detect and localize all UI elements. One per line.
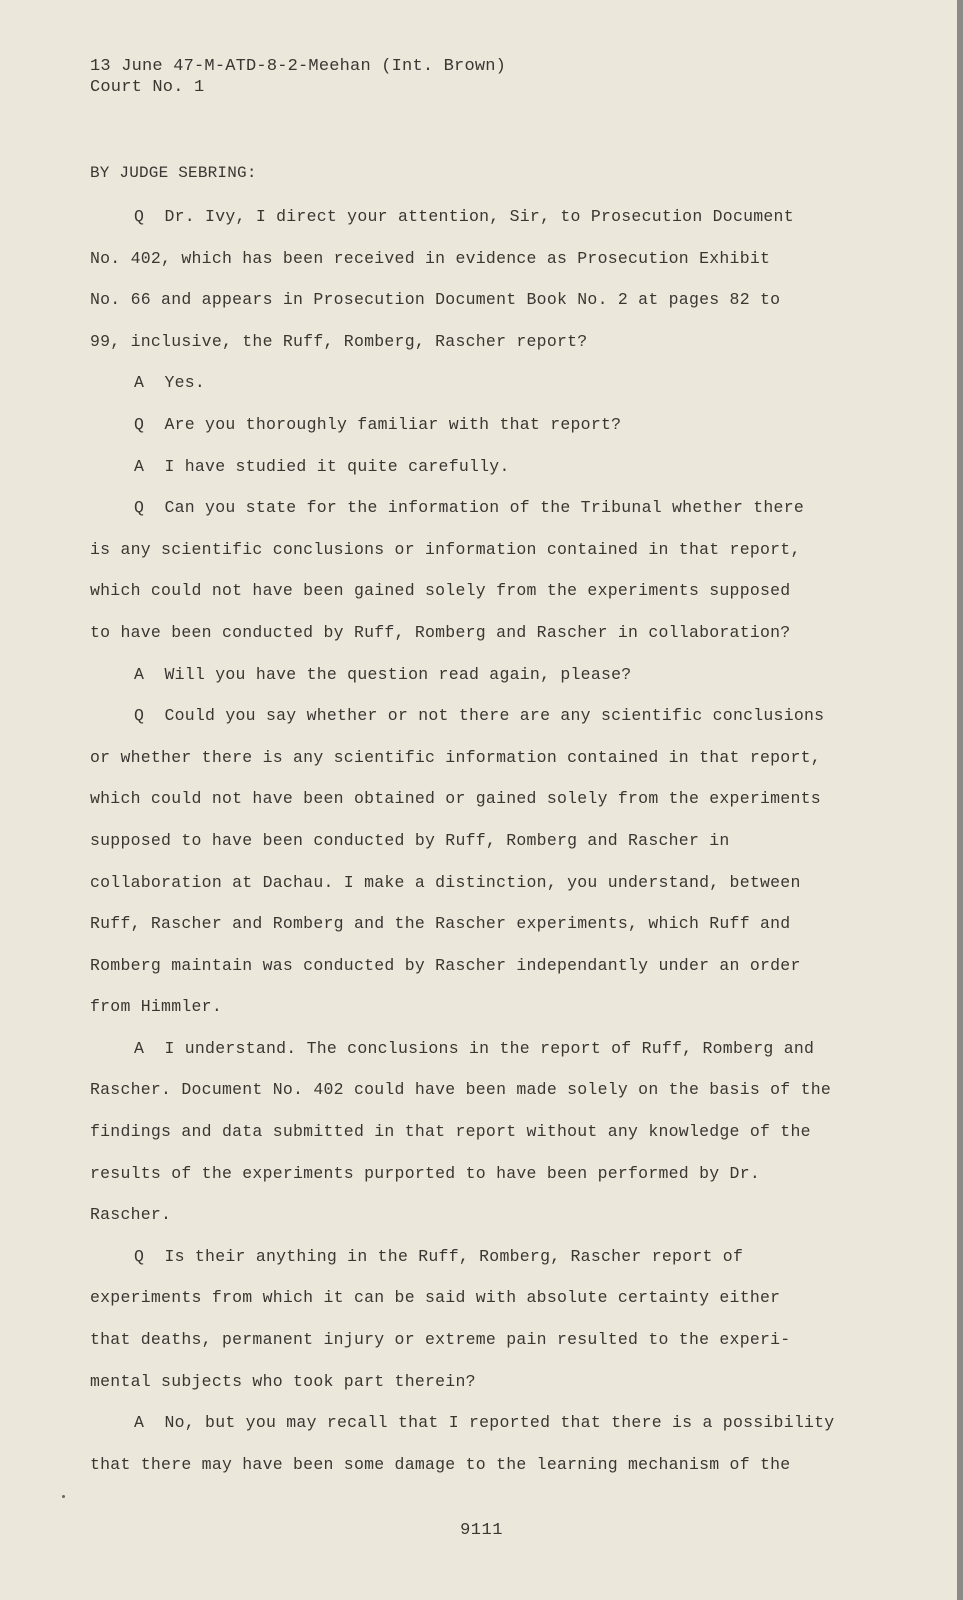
- transcript-line: Ruff, Rascher and Romberg and the Rascher experiments, which Ruff and: [90, 914, 791, 934]
- transcript-body: [90, 196, 850, 1485]
- transcript-line: or whether there is any scientific information contained in that report,: [90, 747, 821, 767]
- transcript-line: Romberg maintain was conducted by Rascher independantly under an order: [90, 955, 801, 975]
- paper-speck: [62, 1495, 65, 1498]
- page-edge-shadow: [957, 0, 963, 1600]
- transcript-line: is any scientific conclusions or information contained in that report,: [90, 539, 801, 559]
- transcript-line: from Himmler.: [90, 997, 222, 1017]
- transcript-paragraph: [90, 196, 850, 362]
- transcript-line: Q Can you state for the information of the Tribunal whether there: [134, 498, 805, 518]
- transcript-line: which could not have been obtained or gained solely from the experiments: [90, 789, 821, 809]
- transcript-line: experiments from which it can be said with absolute certainty either: [90, 1288, 781, 1308]
- transcript-line: results of the experiments purported to have been performed by Dr.: [90, 1163, 761, 1183]
- section-heading: BY JUDGE SEBRING:: [90, 164, 257, 182]
- transcript-line: Rascher.: [90, 1205, 172, 1225]
- transcript-line: Rascher. Document No. 402 could have been made solely on the basis of the: [90, 1080, 832, 1100]
- transcript-line: collaboration at Dachau. I make a distinction, you understand, between: [90, 872, 801, 892]
- transcript-line: A Yes.: [134, 373, 206, 393]
- transcript-line: supposed to have been conducted by Ruff, Romberg and Rascher in: [90, 830, 730, 850]
- transcript-line: Q Are you thoroughly familiar with that report?: [134, 414, 622, 434]
- transcript-line: A I have studied it quite carefully.: [134, 456, 510, 476]
- transcript-line: A Will you have the question read again, please?: [134, 664, 632, 684]
- transcript-paragraph: [90, 1402, 850, 1485]
- transcript-paragraph: [90, 654, 850, 696]
- header-line-1: 13 June 47-M-ATD-8-2-Meehan (Int. Brown): [90, 57, 507, 76]
- transcript-line: No. 66 and appears in Prosecution Document Book No. 2 at pages 82 to: [90, 290, 781, 310]
- transcript-paragraph: [90, 487, 850, 653]
- transcript-line: No. 402, which has been received in evidence as Prosecution Exhibit: [90, 248, 771, 268]
- document-header: [90, 56, 506, 98]
- header-line-2: Court No. 1: [90, 78, 205, 97]
- transcript-line: Q Could you say whether or not there are any scientific conclusions: [134, 706, 825, 726]
- transcript-line: that there may have been some damage to the learning mechanism of the: [90, 1454, 791, 1474]
- transcript-line: Q Is their anything in the Ruff, Romberg, Rascher report of: [134, 1246, 744, 1266]
- transcript-paragraph: [90, 695, 850, 1028]
- transcript-paragraph: [90, 1236, 850, 1402]
- transcript-paragraph: [90, 362, 850, 404]
- transcript-line: to have been conducted by Ruff, Romberg and Rascher in collaboration?: [90, 622, 791, 642]
- page-number: 9111: [460, 1521, 503, 1540]
- transcript-paragraph: [90, 446, 850, 488]
- transcript-paragraph: [90, 1028, 850, 1236]
- transcript-paragraph: [90, 404, 850, 446]
- transcript-line: A No, but you may recall that I reported that there is a possibility: [134, 1413, 835, 1433]
- transcript-line: Q Dr. Ivy, I direct your attention, Sir, to Prosecution Document: [134, 207, 794, 226]
- transcript-line: which could not have been gained solely from the experiments supposed: [90, 581, 791, 601]
- transcript-line: mental subjects who took part therein?: [90, 1371, 476, 1391]
- transcript-line: findings and data submitted in that report without any knowledge of the: [90, 1122, 811, 1142]
- transcript-line: 99, inclusive, the Ruff, Romberg, Rascher report?: [90, 331, 588, 351]
- transcript-line: that deaths, permanent injury or extreme pain resulted to the experi-: [90, 1330, 791, 1350]
- transcript-line: A I understand. The conclusions in the report of Ruff, Romberg and: [134, 1038, 815, 1058]
